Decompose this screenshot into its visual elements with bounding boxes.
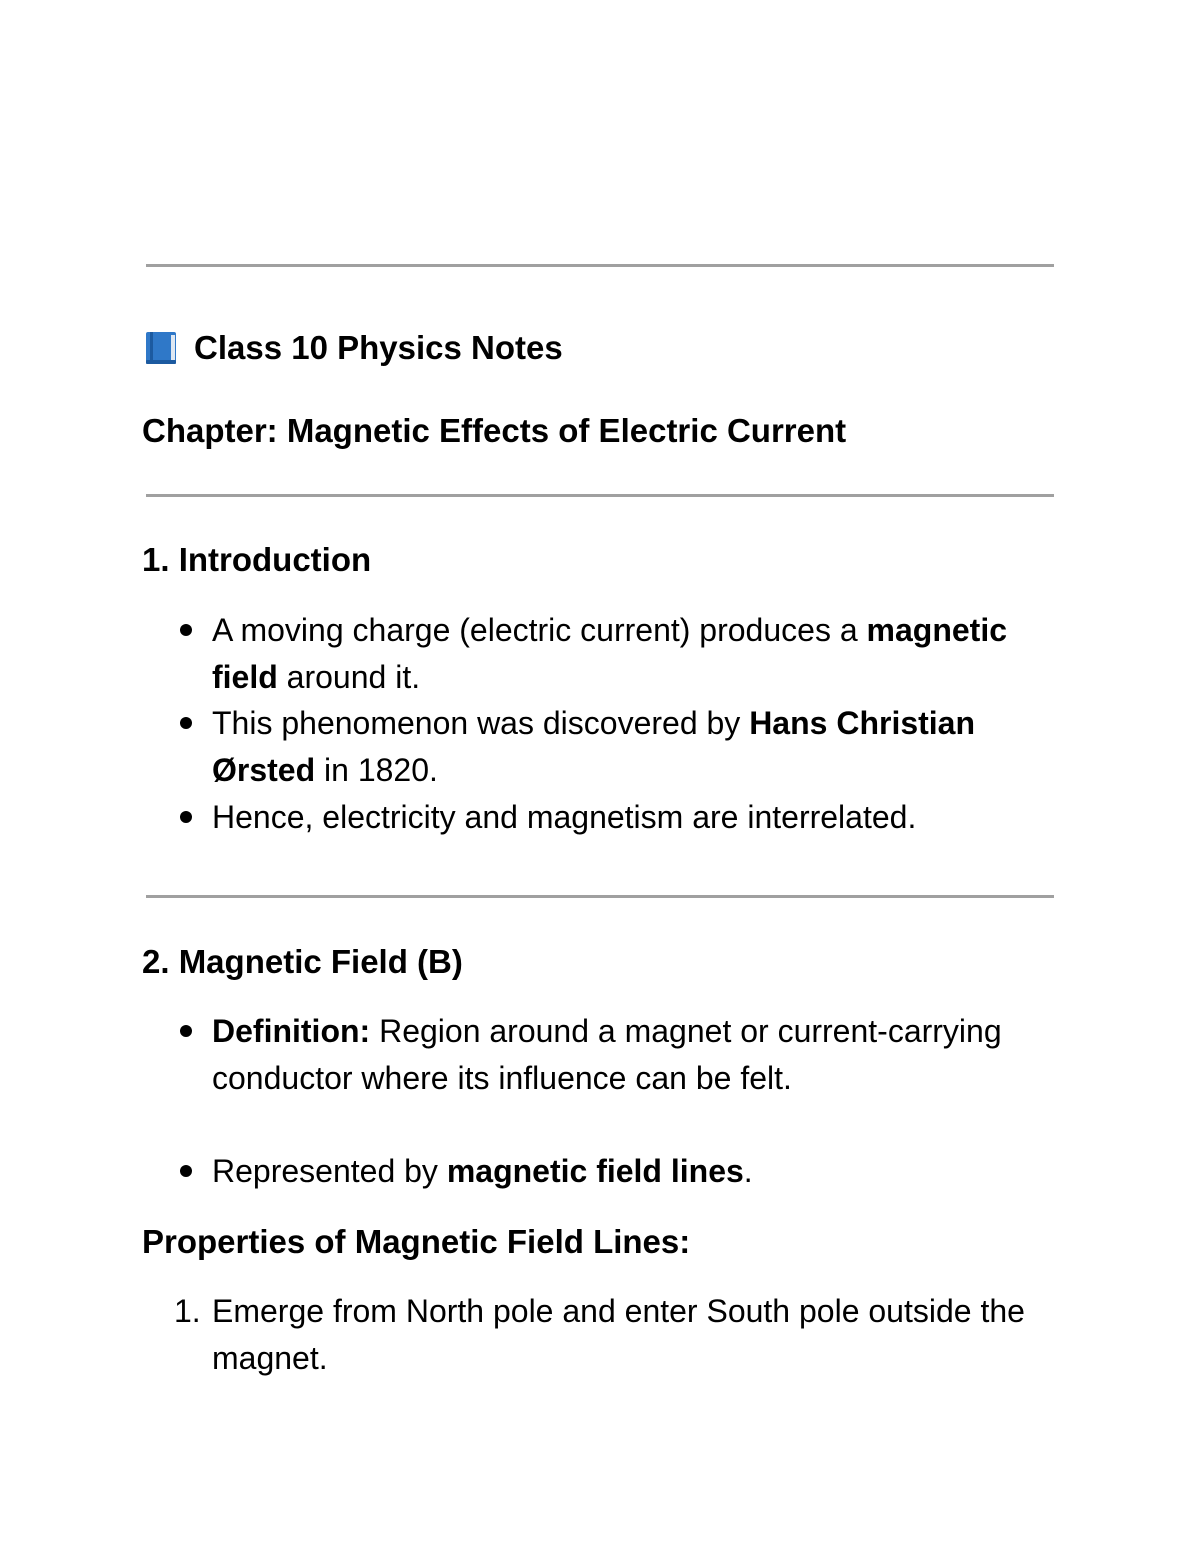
chapter-heading: Chapter: Magnetic Effects of Electric Current xyxy=(142,412,847,449)
blue-book-icon xyxy=(144,330,178,366)
horizontal-rule xyxy=(146,895,1054,898)
section-heading: 2. Magnetic Field (B) xyxy=(142,943,463,980)
list-item: Represented by magnetic field lines. xyxy=(212,1148,1062,1195)
bullet-icon xyxy=(180,1165,192,1177)
subsection-heading: Properties of Magnetic Field Lines: xyxy=(142,1223,691,1260)
page-title xyxy=(144,328,563,368)
bullet-icon xyxy=(180,624,192,636)
horizontal-rule xyxy=(146,264,1054,267)
list-item: This phenomenon was discovered by Hans Christian Ørsted in 1820. xyxy=(212,700,1062,794)
bullet-icon xyxy=(180,1025,192,1037)
list-item: A moving charge (electric current) produces a magnetic field around it. xyxy=(212,607,1062,701)
list-item: Definition: Region around a magnet or current-carrying conductor where its influence can be felt. xyxy=(212,1008,1062,1102)
section-heading: 1. Introduction xyxy=(142,541,372,578)
bullet-icon xyxy=(180,717,192,729)
page-title-text: Class 10 Physics Notes xyxy=(194,329,563,366)
bullet-icon xyxy=(180,811,192,823)
list-item: Hence, electricity and magnetism are interrelated. xyxy=(212,794,1062,841)
list-number: 1. xyxy=(174,1293,201,1329)
numbered-list-item: 1. Emerge from North pole and enter South pole outside the magnet. xyxy=(212,1288,1062,1382)
horizontal-rule xyxy=(146,494,1054,497)
